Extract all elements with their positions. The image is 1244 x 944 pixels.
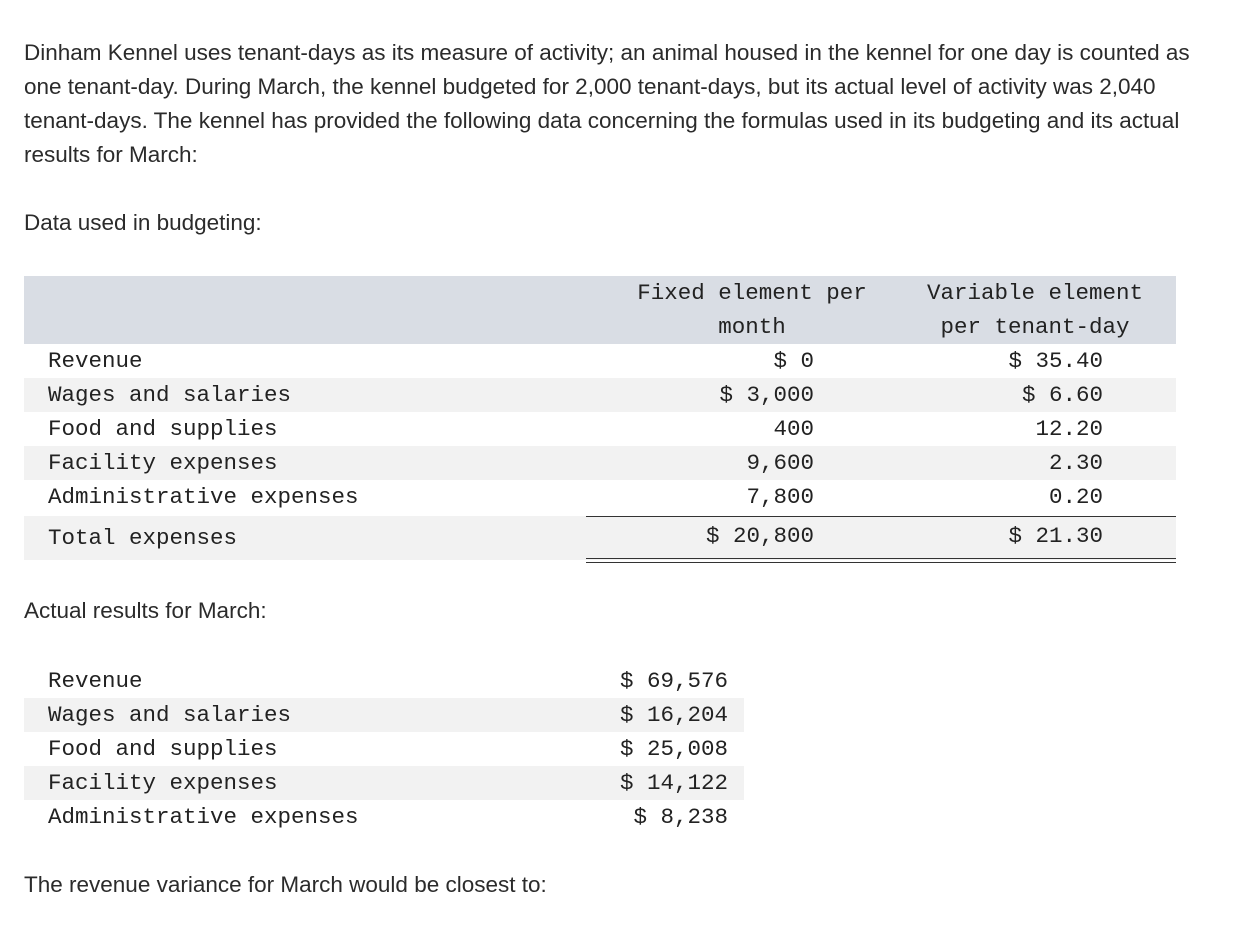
row-label: Facility expenses <box>48 450 278 476</box>
row-label: Food and supplies <box>48 416 278 442</box>
total-double-rule <box>586 558 1176 563</box>
question-text: The revenue variance for March would be closest to: <box>24 872 547 897</box>
row-label: Facility expenses <box>48 770 278 796</box>
actual-amount: $ 16,204 <box>619 702 728 728</box>
actual-row-administrative <box>24 800 744 834</box>
variable-value: $ 6.60 <box>1021 382 1103 408</box>
budget-row-facility <box>24 446 1176 480</box>
actual-section-label: Actual results for March: <box>24 598 267 623</box>
actual-amount: $ 8,238 <box>633 804 728 830</box>
actual-row-revenue <box>24 664 744 698</box>
fixed-value: $ 3,000 <box>719 382 814 408</box>
budget-row-administrative <box>24 480 1176 514</box>
variable-value: 0.20 <box>1048 484 1103 510</box>
header-variable-element: Variable element per tenant-day <box>926 280 1144 340</box>
budget-row-food <box>24 412 1176 446</box>
budget-row-total <box>24 516 1176 560</box>
variable-value: 12.20 <box>1035 416 1103 442</box>
header-fixed-element: Fixed element per month <box>637 280 867 340</box>
fixed-total: $ 20,800 <box>705 523 814 549</box>
budget-table <box>24 276 1176 566</box>
fixed-value: $ 0 <box>773 348 814 374</box>
row-label: Wages and salaries <box>48 702 292 728</box>
problem-intro: Dinham Kennel uses tenant-days as its measure of activity; an animal housed in the kennel for one day is counted as one tenant-day. During March, the kennel budgeted for 2,000 tenant-days, but its actual level of activity was 2,040 tenant-days. The kennel has provided the following data concerning the formulas used in its budgeting and its actual results for March: <box>24 40 1190 167</box>
row-label: Wages and salaries <box>48 382 292 408</box>
actual-amount: $ 14,122 <box>619 770 728 796</box>
variable-value: $ 35.40 <box>1008 348 1103 374</box>
budget-table-header <box>24 276 1176 344</box>
actual-amount: $ 25,008 <box>619 736 728 762</box>
budget-row-wages <box>24 378 1176 412</box>
actual-row-wages <box>24 698 744 732</box>
variable-value: 2.30 <box>1048 450 1103 476</box>
row-label: Administrative expenses <box>48 804 359 830</box>
actual-row-facility <box>24 766 744 800</box>
row-label: Revenue <box>48 348 143 374</box>
row-label: Total expenses <box>48 525 238 551</box>
subtotal-rule <box>586 516 1176 517</box>
row-label: Revenue <box>48 668 143 694</box>
actual-table <box>24 664 744 834</box>
actual-row-food <box>24 732 744 766</box>
fixed-value: 7,800 <box>746 484 814 510</box>
variable-total: $ 21.30 <box>1008 523 1103 549</box>
row-label: Food and supplies <box>48 736 278 762</box>
fixed-value: 400 <box>773 416 814 442</box>
actual-amount: $ 69,576 <box>619 668 728 694</box>
budget-section-label: Data used in budgeting: <box>24 210 262 235</box>
row-label: Administrative expenses <box>48 484 359 510</box>
fixed-value: 9,600 <box>746 450 814 476</box>
budget-row-revenue <box>24 344 1176 378</box>
